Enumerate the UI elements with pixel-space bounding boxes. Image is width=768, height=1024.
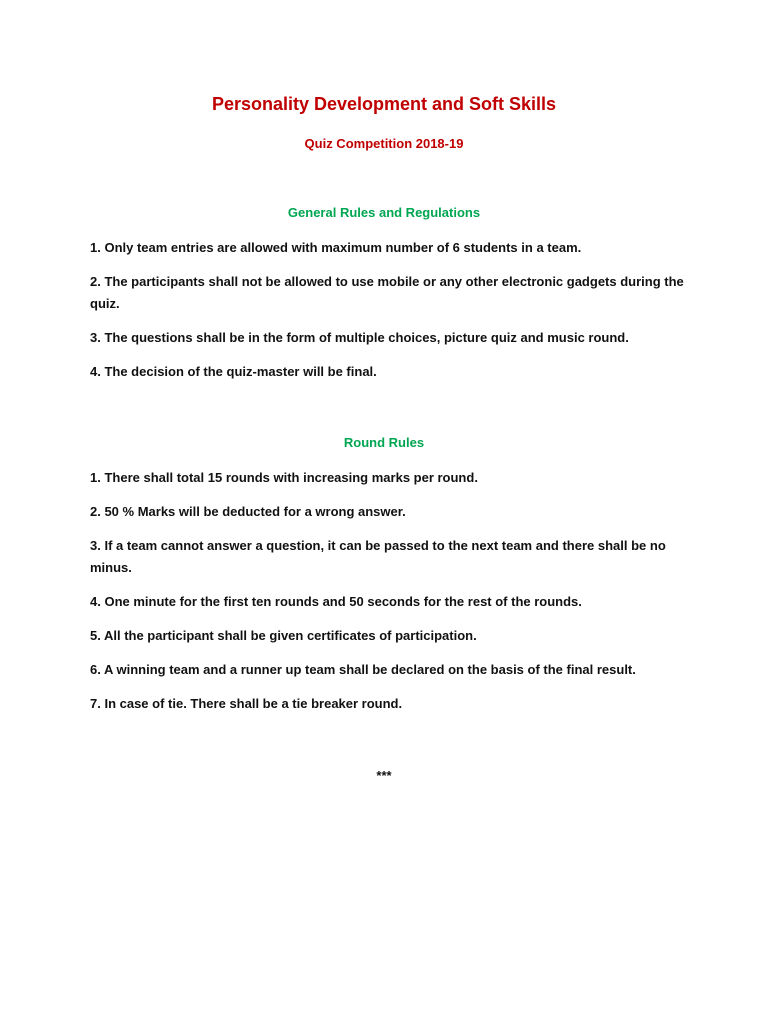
- document-title: Personality Development and Soft Skills: [211, 94, 557, 114]
- round-rules-list: [90, 467, 690, 727]
- round-rule-item: 2. 50 % Marks will be deducted for a wrong answer.: [90, 504, 406, 519]
- round-rule-item: 5. All the participant shall be given certificates of participation.: [90, 628, 477, 643]
- general-rule-item: 1. Only team entries are allowed with maximum number of 6 students in a team.: [90, 240, 582, 255]
- general-rules-heading: General Rules and Regulations: [287, 205, 481, 220]
- round-rule-item: 6. A winning team and a runner up team shall be declared on the basis of the final result.: [90, 662, 636, 677]
- general-rule-item: 2. The participants shall not be allowed to use mobile or any other electronic gadgets during the quiz.: [90, 274, 684, 311]
- end-mark: ***: [376, 768, 392, 783]
- document-subtitle: Quiz Competition 2018-19: [304, 136, 464, 151]
- round-rule-item: 3. If a team cannot answer a question, it can be passed to the next team and there shall be no minus.: [90, 538, 666, 575]
- general-rule-item: 4. The decision of the quiz-master will be final.: [90, 364, 377, 379]
- round-rule-item: 4. One minute for the first ten rounds and 50 seconds for the rest of the rounds.: [90, 594, 582, 609]
- round-rule-item: 1. There shall total 15 rounds with increasing marks per round.: [90, 470, 478, 485]
- round-rules-heading: Round Rules: [343, 435, 425, 450]
- general-rules-list: [90, 237, 690, 395]
- general-rule-item: 3. The questions shall be in the form of multiple choices, picture quiz and music round.: [90, 330, 629, 345]
- round-rule-item: 7. In case of tie. There shall be a tie breaker round.: [90, 696, 403, 711]
